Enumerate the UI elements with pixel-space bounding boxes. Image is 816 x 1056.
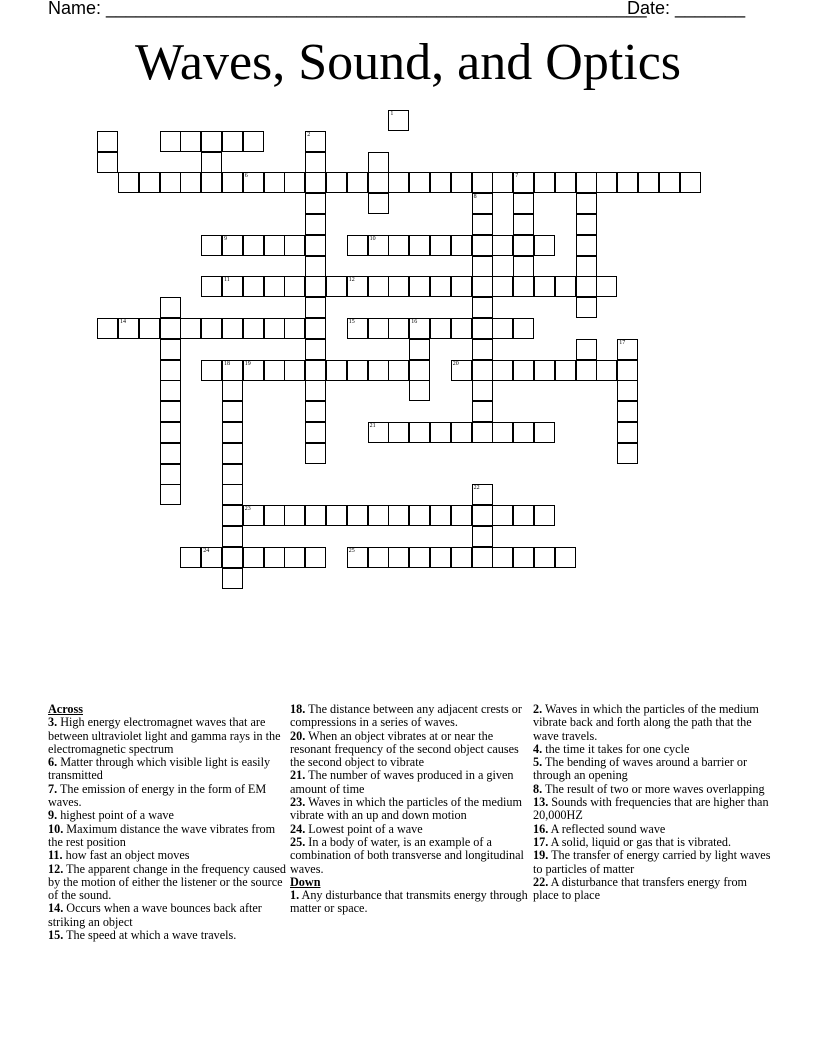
across-clue-24: 24. Lowest point of a wave: [290, 821, 423, 836]
crossword-cell[interactable]: [305, 401, 326, 422]
down-clue-17: 17. A solid, liquid or gas that is vibrated.: [533, 834, 732, 849]
crossword-cell[interactable]: [222, 360, 243, 381]
crossword-cell[interactable]: [264, 505, 285, 526]
crossword-cell[interactable]: [472, 547, 493, 568]
crossword-cell[interactable]: [576, 339, 597, 360]
crossword-cell[interactable]: [347, 235, 368, 256]
crossword-cell[interactable]: [492, 505, 513, 526]
crossword-cell[interactable]: [409, 547, 430, 568]
crossword-cell[interactable]: [305, 172, 326, 193]
crossword-cell[interactable]: [513, 256, 534, 277]
crossword-cell[interactable]: [513, 360, 534, 381]
crossword-cell[interactable]: [534, 505, 555, 526]
crossword-cell[interactable]: [347, 505, 368, 526]
crossword-cell[interactable]: [222, 443, 243, 464]
across-clue-14: 14. Occurs when a wave bounces back after striking an object: [48, 901, 262, 929]
crossword-cell[interactable]: [617, 360, 638, 381]
across-clue-6: 6. Matter through which visible light is easily transmitted: [48, 755, 271, 783]
crossword-cell[interactable]: [555, 276, 576, 297]
crossword-cell[interactable]: [305, 256, 326, 277]
crossword-cell[interactable]: [388, 505, 409, 526]
crossword-cell[interactable]: [118, 318, 139, 339]
crossword-cell[interactable]: [284, 276, 305, 297]
clue-number: 23: [244, 506, 251, 513]
crossword-cell[interactable]: [305, 380, 326, 401]
crossword-cell[interactable]: [347, 318, 368, 339]
crossword-cell[interactable]: [451, 422, 472, 443]
crossword-cell[interactable]: [638, 172, 659, 193]
crossword-cell[interactable]: [326, 360, 347, 381]
crossword-cell[interactable]: [222, 276, 243, 297]
crossword-cell[interactable]: [576, 235, 597, 256]
across-clue-20: 20. When an object vibrates at or near the resonant frequency of the second object causes the second object to vibrate: [290, 728, 519, 770]
crossword-cell[interactable]: [201, 360, 222, 381]
crossword-cell[interactable]: [368, 422, 389, 443]
crossword-cell[interactable]: [160, 339, 181, 360]
crossword-cell[interactable]: [513, 193, 534, 214]
crossword-cell[interactable]: [326, 276, 347, 297]
clue-number: 9: [224, 235, 227, 242]
clues-column-1: [48, 703, 286, 942]
crossword-cell[interactable]: [472, 297, 493, 318]
crossword-cell[interactable]: [576, 256, 597, 277]
crossword-cell[interactable]: [534, 276, 555, 297]
crossword-cell[interactable]: [472, 505, 493, 526]
crossword-cell[interactable]: [409, 422, 430, 443]
crossword-cell[interactable]: [201, 235, 222, 256]
crossword-cell[interactable]: [576, 276, 597, 297]
crossword-cell[interactable]: [617, 380, 638, 401]
clue-number: 2: [307, 131, 311, 138]
clues-column-3: [533, 703, 771, 902]
crossword-cell[interactable]: [222, 235, 243, 256]
crossword-cell[interactable]: [97, 152, 118, 173]
crossword-cell[interactable]: [576, 360, 597, 381]
crossword-cell[interactable]: [472, 339, 493, 360]
crossword-cell[interactable]: [243, 547, 264, 568]
clue-number: 11: [224, 277, 230, 284]
crossword-cell[interactable]: [347, 172, 368, 193]
crossword-cell[interactable]: [243, 360, 264, 381]
crossword-cell[interactable]: [555, 547, 576, 568]
clue-number: 1: [390, 111, 394, 117]
down-heading: Down: [290, 874, 321, 889]
crossword-cell[interactable]: [388, 360, 409, 381]
crossword-cell[interactable]: [409, 360, 430, 381]
crossword-cell[interactable]: [555, 172, 576, 193]
crossword-cell[interactable]: [368, 276, 389, 297]
across-clue-15: 15. The speed at which a wave travels.: [48, 928, 237, 943]
crossword-cell[interactable]: [222, 422, 243, 443]
crossword-cell[interactable]: [576, 172, 597, 193]
crossword-cell[interactable]: [492, 422, 513, 443]
crossword-cell[interactable]: [180, 131, 201, 152]
crossword-cell[interactable]: [243, 131, 264, 152]
crossword-cell[interactable]: [243, 235, 264, 256]
crossword-cell[interactable]: [472, 401, 493, 422]
down-clue-1: 1. Any disturbance that transmits energy through matter or space.: [290, 888, 528, 916]
crossword-cell[interactable]: [388, 547, 409, 568]
crossword-cell[interactable]: [430, 172, 451, 193]
crossword-cell[interactable]: [576, 214, 597, 235]
down-clue-19: 19. The transfer of energy carried by light waves to particles of matter: [533, 848, 771, 876]
crossword-cell[interactable]: [222, 131, 243, 152]
crossword-cell[interactable]: [472, 380, 493, 401]
crossword-cell[interactable]: [451, 360, 472, 381]
down-clue-4: 4. the time it takes for one cycle: [533, 741, 690, 756]
across-clue-11: 11. how fast an object moves: [48, 848, 190, 863]
crossword-cell[interactable]: [139, 318, 160, 339]
date-line[interactable]: Date: _______: [627, 0, 746, 18]
crossword-cell[interactable]: [326, 505, 347, 526]
crossword-cell[interactable]: [617, 422, 638, 443]
crossword-cell[interactable]: [347, 547, 368, 568]
crossword-cell[interactable]: [617, 401, 638, 422]
clue-number: 14: [120, 319, 126, 325]
crossword-cell[interactable]: [284, 360, 305, 381]
crossword-cell[interactable]: [451, 505, 472, 526]
crossword-cell[interactable]: [409, 339, 430, 360]
crossword-cell[interactable]: [160, 318, 181, 339]
clue-number: 22: [473, 485, 480, 492]
crossword-cell[interactable]: [160, 422, 181, 443]
crossword-cell[interactable]: [201, 547, 222, 568]
crossword-cell[interactable]: [305, 276, 326, 297]
crossword-cell[interactable]: [368, 235, 389, 256]
crossword-cell[interactable]: [451, 276, 472, 297]
crossword-cell[interactable]: [451, 547, 472, 568]
clue-number: 16: [411, 319, 418, 325]
down-clue-13: 13. Sounds with frequencies that are higher than 20,000HZ: [533, 795, 769, 823]
crossword-cell[interactable]: [368, 318, 389, 339]
crossword-cell[interactable]: [534, 547, 555, 568]
crossword-cell[interactable]: [160, 131, 181, 152]
crossword-cell[interactable]: [492, 276, 513, 297]
crossword-cell[interactable]: [472, 484, 493, 505]
crossword-cell[interactable]: [305, 214, 326, 235]
down-clue-16: 16. A reflected sound wave: [533, 821, 666, 836]
crossword-cell[interactable]: [222, 380, 243, 401]
crossword-cell[interactable]: [430, 235, 451, 256]
crossword-cell[interactable]: [201, 318, 222, 339]
crossword-cell[interactable]: [430, 422, 451, 443]
crossword-cell[interactable]: [576, 193, 597, 214]
crossword-cell[interactable]: [368, 152, 389, 173]
across-clue-12: 12. The apparent change in the frequency caused by the motion of either the listener or the source of the sound.: [48, 861, 287, 903]
crossword-cell[interactable]: [513, 547, 534, 568]
crossword-cell[interactable]: [305, 193, 326, 214]
crossword-cell[interactable]: [284, 318, 305, 339]
crossword-cell[interactable]: [409, 235, 430, 256]
crossword-cell[interactable]: [472, 422, 493, 443]
crossword-cell[interactable]: [576, 297, 597, 318]
crossword-cell[interactable]: [201, 172, 222, 193]
crossword-cell[interactable]: [222, 526, 243, 547]
crossword-cell[interactable]: [388, 235, 409, 256]
crossword-cell[interactable]: [534, 172, 555, 193]
crossword-cell[interactable]: [160, 464, 181, 485]
crossword-cell[interactable]: [222, 464, 243, 485]
crossword-cell[interactable]: [305, 360, 326, 381]
crossword-cell[interactable]: [305, 505, 326, 526]
down-clue-2: 2. Waves in which the particles of the medium vibrate back and forth along the path that the wave travels.: [533, 702, 759, 743]
crossword-cell[interactable]: [472, 193, 493, 214]
across-heading: Across: [48, 702, 83, 716]
clue-number: 25: [348, 547, 355, 554]
crossword-cell[interactable]: [305, 131, 326, 152]
crossword-cell[interactable]: [222, 568, 243, 589]
crossword-cell[interactable]: [492, 235, 513, 256]
crossword-cell[interactable]: [368, 547, 389, 568]
crossword-cell[interactable]: [305, 235, 326, 256]
crossword-cell[interactable]: [97, 318, 118, 339]
across-clue-25: 25. In a body of water, is an example of a combination of both transverse and longitudinal waves.: [290, 834, 524, 876]
crossword-cell[interactable]: [305, 547, 326, 568]
clue-number: 18: [224, 360, 230, 367]
crossword-cell[interactable]: [388, 422, 409, 443]
crossword-cell[interactable]: [472, 235, 493, 256]
crossword-cell[interactable]: [305, 318, 326, 339]
crossword-cell[interactable]: [180, 318, 201, 339]
crossword-cell[interactable]: [284, 547, 305, 568]
crossword-cell[interactable]: [264, 547, 285, 568]
crossword-cell[interactable]: [492, 318, 513, 339]
clue-number: 15: [348, 319, 355, 325]
crossword-cell[interactable]: [409, 276, 430, 297]
crossword-cell[interactable]: [472, 276, 493, 297]
crossword-cell[interactable]: [284, 235, 305, 256]
crossword-cell[interactable]: [472, 360, 493, 381]
crossword-cell[interactable]: [513, 214, 534, 235]
crossword-cell[interactable]: [409, 318, 430, 339]
crossword-cell[interactable]: [513, 318, 534, 339]
across-clue-23: 23. Waves in which the particles of the medium vibrate with an up and down motion: [290, 795, 522, 823]
crossword-cell[interactable]: [513, 505, 534, 526]
crossword-cell[interactable]: [368, 172, 389, 193]
crossword-cell[interactable]: [201, 131, 222, 152]
crossword-cell[interactable]: [139, 172, 160, 193]
down-clue-8: 8. The result of two or more waves overlapping: [533, 781, 765, 796]
crossword-cell[interactable]: [264, 172, 285, 193]
across-clue-7: 7. The emission of energy in the form of EM waves.: [48, 781, 267, 810]
crossword-cell[interactable]: [160, 297, 181, 318]
crossword-cell[interactable]: [222, 401, 243, 422]
crossword-cell[interactable]: [347, 276, 368, 297]
crossword-cell[interactable]: [243, 505, 264, 526]
crossword-cell[interactable]: [492, 360, 513, 381]
crossword-cell[interactable]: [388, 110, 409, 131]
crossword-cell[interactable]: [451, 172, 472, 193]
crossword-cell[interactable]: [264, 276, 285, 297]
crossword-cell[interactable]: [596, 276, 617, 297]
crossword-cell[interactable]: [409, 505, 430, 526]
crossword-cell[interactable]: [160, 484, 181, 505]
crossword-cell[interactable]: [222, 547, 243, 568]
crossword-cell[interactable]: [201, 152, 222, 173]
crossword-cell[interactable]: [222, 484, 243, 505]
crossword-cell[interactable]: [368, 193, 389, 214]
crossword-cell[interactable]: [492, 172, 513, 193]
crossword-cell[interactable]: [118, 172, 139, 193]
crossword-cell[interactable]: [430, 276, 451, 297]
crossword-cell[interactable]: [264, 235, 285, 256]
crossword-cell[interactable]: [243, 172, 264, 193]
crossword-cell[interactable]: [617, 339, 638, 360]
crossword-cell[interactable]: [222, 172, 243, 193]
crossword-cell[interactable]: [430, 505, 451, 526]
crossword-cell[interactable]: [534, 360, 555, 381]
across-clue-9: 9. highest point of a wave: [48, 808, 174, 823]
crossword-cell[interactable]: [596, 360, 617, 381]
crossword-cell[interactable]: [388, 276, 409, 297]
across-clue-21: 21. The number of waves produced in a given amount of time: [290, 768, 514, 796]
crossword-cell[interactable]: [284, 505, 305, 526]
crossword-cell[interactable]: [659, 172, 680, 193]
crossword-cell[interactable]: [368, 505, 389, 526]
clue-number: 12: [348, 277, 355, 284]
crossword-cell[interactable]: [555, 360, 576, 381]
crossword-cell[interactable]: [222, 318, 243, 339]
crossword-cell[interactable]: [596, 172, 617, 193]
crossword-cell[interactable]: [513, 235, 534, 256]
crossword-cell[interactable]: [388, 318, 409, 339]
name-line[interactable]: Name: ______________________________________________________: [48, 0, 647, 18]
clue-number: 7: [515, 173, 519, 180]
crossword-cell[interactable]: [305, 152, 326, 173]
crossword-cell[interactable]: [534, 235, 555, 256]
crossword-cell[interactable]: [264, 360, 285, 381]
crossword-cell[interactable]: [305, 443, 326, 464]
clue-number: 20: [452, 360, 459, 367]
crossword-cell[interactable]: [305, 339, 326, 360]
clue-number: 17: [619, 339, 626, 346]
crossword-cell[interactable]: [472, 318, 493, 339]
crossword-cell[interactable]: [180, 172, 201, 193]
across-clue-3: 3. High energy electromagnet waves that are between ultraviolet light and gamma rays in the electromagnetic spectrum: [48, 715, 281, 756]
crossword-cell[interactable]: [513, 422, 534, 443]
crossword-cell[interactable]: [534, 422, 555, 443]
crossword-cell[interactable]: [347, 360, 368, 381]
clue-number: 24: [203, 547, 210, 554]
clue-number: 10: [369, 235, 376, 242]
crossword-cell[interactable]: [368, 360, 389, 381]
crossword-cell[interactable]: [409, 172, 430, 193]
page-title: Waves, Sound, and Optics: [134, 34, 682, 91]
clue-number: 6: [244, 173, 248, 180]
crossword-cell[interactable]: [201, 276, 222, 297]
crossword-cell[interactable]: [617, 172, 638, 193]
crossword-cell[interactable]: [617, 443, 638, 464]
crossword-cell[interactable]: [388, 172, 409, 193]
crossword-cell[interactable]: [430, 547, 451, 568]
clue-number: 8: [473, 194, 477, 201]
crossword-cell[interactable]: [326, 172, 347, 193]
crossword-cell[interactable]: [97, 131, 118, 152]
clues-column-2: [290, 703, 528, 916]
crossword-cell[interactable]: [222, 505, 243, 526]
down-clue-5: 5. The bending of waves around a barrier or through an opening: [533, 755, 747, 783]
crossword-cell[interactable]: [243, 276, 264, 297]
crossword-cell[interactable]: [160, 360, 181, 381]
crossword-cell[interactable]: [305, 422, 326, 443]
crossword-cell[interactable]: [451, 318, 472, 339]
crossword-cell[interactable]: [513, 172, 534, 193]
crossword-cell[interactable]: [180, 547, 201, 568]
crossword-cell[interactable]: [472, 526, 493, 547]
crossword-cell[interactable]: [160, 172, 181, 193]
across-clue-10: 10. Maximum distance the wave vibrates from the rest position: [48, 821, 276, 849]
crossword-cell[interactable]: [472, 256, 493, 277]
crossword-cell[interactable]: [472, 172, 493, 193]
clue-number: 19: [244, 360, 251, 367]
crossword-cell[interactable]: [160, 443, 181, 464]
crossword-cell[interactable]: [243, 318, 264, 339]
crossword-cell[interactable]: [264, 318, 285, 339]
down-clue-22: 22. A disturbance that transfers energy from place to place: [533, 874, 748, 903]
crossword-cell[interactable]: [451, 235, 472, 256]
crossword-cell[interactable]: [284, 172, 305, 193]
crossword-cell[interactable]: [430, 318, 451, 339]
crossword-cell[interactable]: [472, 214, 493, 235]
crossword-cell[interactable]: [492, 547, 513, 568]
crossword-cell[interactable]: [513, 276, 534, 297]
crossword-cell[interactable]: [409, 380, 430, 401]
crossword-cell[interactable]: [160, 401, 181, 422]
crossword-cell[interactable]: [680, 172, 701, 193]
across-clue-18: 18. The distance between any adjacent crests or compressions in a series of waves.: [290, 702, 522, 730]
crossword-cell[interactable]: [305, 297, 326, 318]
crossword-cell[interactable]: [160, 380, 181, 401]
clue-number: 21: [369, 423, 376, 429]
